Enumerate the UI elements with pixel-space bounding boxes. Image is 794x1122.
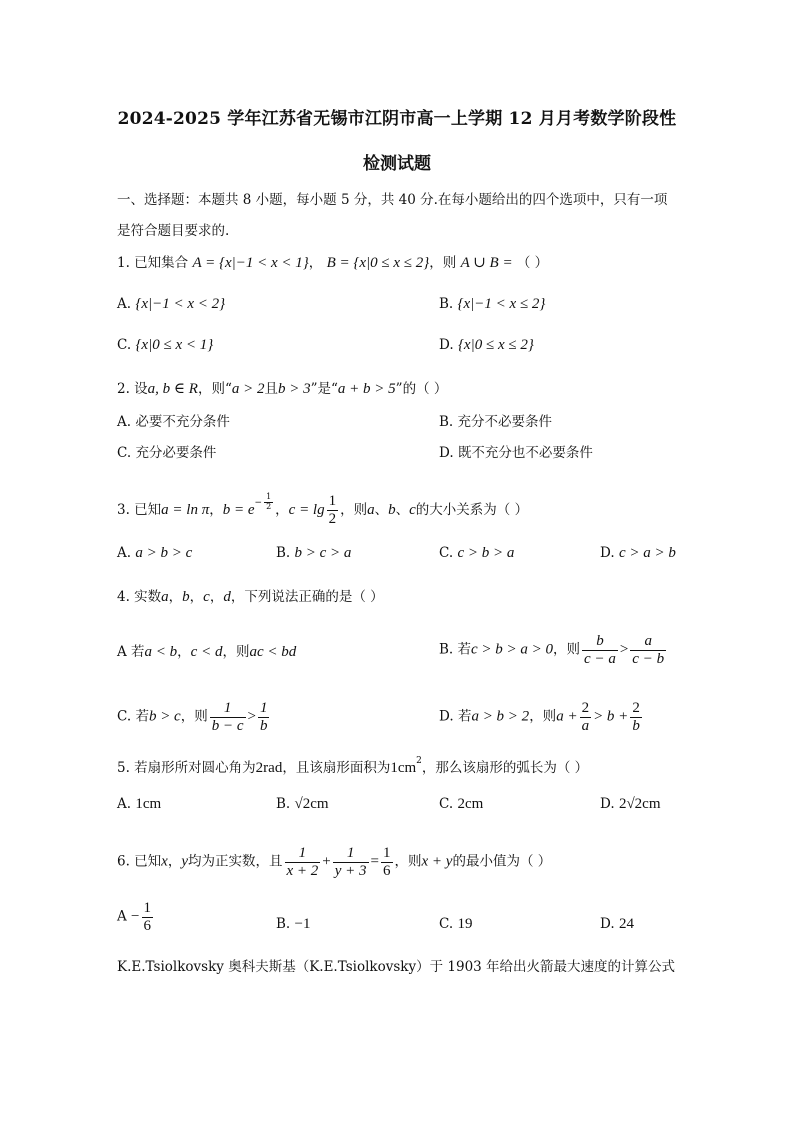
q6-option-a-neg: − xyxy=(131,908,140,925)
q4-option-a-then: ，则 xyxy=(222,644,250,660)
q4-option-b-gt: > xyxy=(619,641,629,658)
q4-option-d-frac2 xyxy=(630,700,642,734)
q6-var-x: x xyxy=(161,853,168,870)
q5-stem xyxy=(117,757,588,776)
q4-option-b-if: 若 xyxy=(457,641,472,658)
q5-option-a-label: A. xyxy=(117,796,132,812)
q3-c-num: 1 xyxy=(328,493,337,510)
q4-option-c xyxy=(117,700,271,734)
q5-angle: 2rad xyxy=(255,760,283,776)
q3-prefix: 3. 已知 xyxy=(117,501,162,518)
q5-option-d-label: D. xyxy=(600,796,615,812)
q4-option-c-then: ，则 xyxy=(180,708,208,725)
q3-c-lhs: c = lg xyxy=(288,501,325,518)
section-instructions-line1: 一、选择题：本题共 8 小题，每小题 5 分，共 40 分.在每小题给出的四个选项中，只有一项 xyxy=(117,192,668,208)
q1-option-d-label: D. xyxy=(439,337,454,353)
q2-tail: ”的（ ） xyxy=(395,381,448,397)
q6-option-c xyxy=(439,917,472,932)
q2-cond3: a + b > 5 xyxy=(337,381,396,397)
q4-option-c-if: 若 xyxy=(135,708,149,725)
q3-option-c xyxy=(439,546,514,561)
q5-prefix: 5. 若扇形所对圆心角为 xyxy=(117,760,256,776)
q2-prefix: 2. 设 xyxy=(117,381,148,397)
q5-option-b-label: B. xyxy=(276,796,291,812)
q4-option-b xyxy=(439,633,668,667)
q4-var-c: c xyxy=(203,589,210,605)
q3-dun2: 、 xyxy=(395,501,410,518)
q6-expr: x + y xyxy=(421,853,453,870)
q4-option-c-cond: b > c xyxy=(148,708,181,725)
q1-option-d-expr: {x|0 ≤ x ≤ 2} xyxy=(457,337,534,353)
q1-option-b xyxy=(439,297,545,312)
q4-option-d xyxy=(439,700,644,734)
q3-sep1: ， xyxy=(209,501,223,518)
q6-den3: 6 xyxy=(383,862,391,879)
q4-option-b-cond: c > b > a > 0 xyxy=(471,641,554,658)
q4-var-d: d xyxy=(223,589,231,605)
q4-option-c-gt: > xyxy=(247,708,256,725)
q4-option-b-frac2 xyxy=(630,633,666,667)
q6-prefix: 6. 已知 xyxy=(117,853,162,870)
q2-option-a-label: A. xyxy=(117,414,132,430)
q6-option-b-label: B. xyxy=(276,916,291,932)
q2-cond1: a > 2 xyxy=(231,381,265,397)
q6-stem xyxy=(117,845,551,879)
q3-option-a-expr: a > b > c xyxy=(135,545,193,561)
q5-tail: ，那么该扇形的弧长为（ ） xyxy=(421,760,589,776)
q3-b-exp-num: 1 xyxy=(266,492,272,501)
q6-option-c-expr: 19 xyxy=(457,916,473,932)
q6-frac3 xyxy=(381,845,393,879)
q6-frac1 xyxy=(285,845,321,879)
q3-b-exp-den: 2 xyxy=(266,501,272,511)
q4-option-b-num1: b xyxy=(582,633,618,651)
q4-var-a: a xyxy=(161,589,169,605)
q1-option-a xyxy=(117,297,225,312)
q3-option-d-expr: c > a > b xyxy=(618,545,676,561)
exam-title-line1: 2024-2025 学年江苏省无锡市江阴市高一上学期 12 月月考数学阶段性 xyxy=(117,109,677,129)
q1-then: ，则 xyxy=(429,255,457,271)
section-instructions-line2: 是符合题目要求的. xyxy=(117,223,230,239)
q4-option-b-num2: a xyxy=(630,633,666,651)
q4-option-d-frac1 xyxy=(580,700,592,734)
q6-option-d-label: D. xyxy=(600,916,615,932)
q3-option-b xyxy=(276,546,351,561)
q6-tail: 的最小值为（ ） xyxy=(452,853,552,870)
q3-sep2: ， xyxy=(275,501,289,518)
q1-set-a: A = {x|−1 < x < 1} xyxy=(192,255,309,271)
q5-mid: ，且该扇形面积为 xyxy=(282,760,391,776)
q4-option-b-label: B. xyxy=(439,641,454,658)
q3-tail: 的大小关系为（ ） xyxy=(415,501,529,518)
q3-then: ，则 xyxy=(340,501,368,518)
q3-var-b: b xyxy=(388,501,396,518)
q6-option-a-den: 6 xyxy=(143,917,152,934)
q2-option-b-label: B. xyxy=(439,414,454,430)
q6-option-a-label: A xyxy=(117,908,127,925)
q4-option-d-den2: b xyxy=(632,717,640,734)
q6-frac2 xyxy=(333,845,369,879)
q5-area-sup: 2 xyxy=(416,756,422,766)
q4-sep2: ， xyxy=(189,589,204,605)
q6-sep: ， xyxy=(167,853,182,870)
q4-option-d-den1: a xyxy=(581,717,590,734)
q2-cond2: b > 3 xyxy=(277,381,311,397)
q4-option-a-cond2: c < d xyxy=(190,644,223,660)
q1-set-b: B = {x|0 ≤ x ≤ 2} xyxy=(326,255,430,271)
q6-option-b-expr: −1 xyxy=(294,916,311,932)
q3-option-a xyxy=(117,546,192,561)
q6-den1: x + 2 xyxy=(286,862,319,879)
footer-text: K.E.Tsiolkovsky 奥科夫斯基（K.E.Tsiolkovsky）于 1903 年给出火箭最大速度的计算公式 xyxy=(117,959,676,975)
q6-option-c-label: C. xyxy=(439,916,454,932)
q5-option-d-expr: 2√2cm xyxy=(618,796,661,812)
q2-option-b xyxy=(439,416,552,430)
q4-option-d-gt: > b + xyxy=(593,708,629,725)
q4-option-c-den2: b xyxy=(259,717,268,734)
q4-option-d-cond: a > b > 2 xyxy=(471,708,530,725)
q1-option-b-label: B. xyxy=(439,296,454,312)
q2-option-a xyxy=(117,416,230,430)
q5-option-c-label: C. xyxy=(439,796,454,812)
q4-option-b-frac1 xyxy=(582,633,618,667)
q4-stem xyxy=(117,590,384,605)
q4-option-b-then: ，则 xyxy=(553,641,581,658)
q1-paren: （ ） xyxy=(516,255,549,271)
q2-and: 且 xyxy=(264,381,278,397)
q2-option-c-label: C. xyxy=(117,445,132,461)
q2-option-c-text: 充分必要条件 xyxy=(135,445,217,461)
q3-a-expr: a = ln π xyxy=(161,501,210,518)
q4-tail: ，下列说法正确的是（ ） xyxy=(230,589,384,605)
q6-den2: y + 3 xyxy=(334,862,367,879)
q4-option-d-then: ，则 xyxy=(529,708,557,725)
q4-option-a-sep: ， xyxy=(177,644,191,660)
q3-var-a: a xyxy=(367,501,375,518)
q3-option-b-label: B. xyxy=(276,545,291,561)
q2-is: ”是“ xyxy=(310,381,338,397)
q3-option-c-label: C. xyxy=(439,545,454,561)
q4-option-c-frac2 xyxy=(258,700,270,734)
q1-option-c-label: C. xyxy=(117,337,132,353)
q6-num2: 1 xyxy=(333,845,369,863)
q1-prefix: 1. 已知集合 xyxy=(117,255,189,271)
q6-plus: + xyxy=(322,853,331,870)
q4-option-d-label: D. xyxy=(439,708,454,725)
q3-b-lhs: b = e xyxy=(222,501,255,518)
q2-option-d-label: D. xyxy=(439,445,454,461)
q4-option-d-if: 若 xyxy=(457,708,472,725)
q6-option-a-num: 1 xyxy=(143,900,152,916)
q5-option-c xyxy=(439,797,483,812)
q3-c-den: 2 xyxy=(328,510,337,527)
q6-then: ，则 xyxy=(394,853,422,870)
q4-option-b-den1: c − a xyxy=(584,650,616,667)
q1-option-b-expr: {x|−1 < x ≤ 2} xyxy=(457,296,546,312)
q3-stem xyxy=(117,493,528,527)
q1-option-c xyxy=(117,338,213,353)
q2-option-d-text: 既不充分也不必要条件 xyxy=(457,445,593,461)
q3-var-c: c xyxy=(409,501,416,518)
q5-option-b xyxy=(276,797,329,812)
q4-option-c-num1: 1 xyxy=(210,700,246,718)
q4-sep1: ， xyxy=(168,589,183,605)
q4-option-a-if: 若 xyxy=(131,644,145,660)
q2-then: ，则“ xyxy=(197,381,232,397)
q5-option-d xyxy=(600,797,661,812)
q4-option-c-label: C. xyxy=(117,708,132,725)
q5-option-a-expr: 1cm xyxy=(135,796,162,812)
q3-c-frac xyxy=(327,493,339,527)
q6-option-b xyxy=(276,917,310,932)
q6-option-a xyxy=(117,900,155,934)
q4-option-c-den1: b − c xyxy=(211,717,244,734)
q2-option-d xyxy=(439,447,593,461)
q4-option-a xyxy=(117,645,296,660)
q3-option-d-label: D. xyxy=(600,545,615,561)
q4-option-c-frac1 xyxy=(210,700,246,734)
q4-var-b: b xyxy=(182,589,190,605)
q4-option-a-cond1: a < b xyxy=(144,644,178,660)
q4-option-a-result: ac < bd xyxy=(249,644,297,660)
q6-mid: 均为正实数，且 xyxy=(188,853,283,870)
q5-area: 1cm xyxy=(390,760,417,776)
q2-option-b-text: 充分不必要条件 xyxy=(457,414,553,430)
q2-option-c xyxy=(117,447,216,461)
q1-comma: ， xyxy=(308,255,323,271)
q6-option-d-expr: 24 xyxy=(618,916,634,932)
q6-option-d xyxy=(600,917,634,932)
q1-option-a-expr: {x|−1 < x < 2} xyxy=(135,296,226,312)
q3-dun1: 、 xyxy=(374,501,389,518)
q4-option-c-num2: 1 xyxy=(259,700,268,716)
q3-option-d xyxy=(600,546,676,561)
q3-option-b-expr: b > c > a xyxy=(294,545,352,561)
q4-option-b-den2: c − b xyxy=(632,650,665,667)
q6-var-y: y xyxy=(181,853,189,870)
q3-option-a-label: A. xyxy=(117,545,132,561)
q1-option-c-expr: {x|0 ≤ x < 1} xyxy=(135,337,214,353)
q3-b-exponent: − 1 2 xyxy=(254,492,272,511)
q6-eq: = xyxy=(370,853,380,870)
q5-option-b-expr: √2cm xyxy=(294,796,329,812)
q2-var: a, b ∈ R xyxy=(147,381,198,397)
q4-option-d-num2: 2 xyxy=(632,700,640,716)
q5-option-c-expr: 2cm xyxy=(457,796,484,812)
q4-option-d-num1: 2 xyxy=(581,700,590,716)
q1-union: A ∪ B = xyxy=(460,255,513,271)
q6-num1: 1 xyxy=(285,845,321,863)
exam-title-line2: 检测试题 xyxy=(363,154,431,174)
q3-option-c-expr: c > b > a xyxy=(457,545,515,561)
q5-option-a xyxy=(117,797,161,812)
q6-num3: 1 xyxy=(383,845,391,861)
q6-option-a-frac xyxy=(142,900,154,934)
q1-stem xyxy=(117,256,548,271)
q2-option-a-text: 必要不充分条件 xyxy=(135,414,230,430)
q1-option-d xyxy=(439,338,534,353)
q4-sep3: ， xyxy=(209,589,224,605)
q4-prefix: 4. 实数 xyxy=(117,589,162,605)
q1-option-a-label: A. xyxy=(117,296,132,312)
q4-option-a-label: A xyxy=(117,644,127,660)
q2-stem xyxy=(117,382,447,397)
q4-option-d-lhs: a + xyxy=(556,708,578,725)
